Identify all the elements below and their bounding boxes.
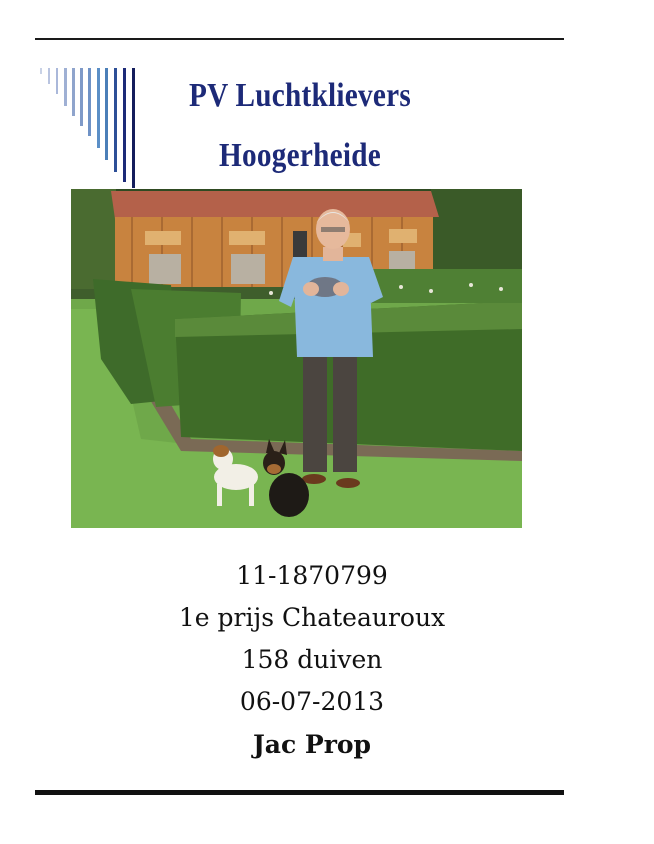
top-rule [35, 38, 564, 40]
club-location: Hoogerheide [218, 137, 382, 174]
photo-man-with-pigeon-and-dogs [71, 189, 522, 528]
ring-number: 11-1870799 [236, 561, 388, 590]
decorative-bars-icon [40, 68, 146, 188]
owner-name: Jac Prop [252, 730, 372, 759]
race-date: 06-07-2013 [239, 687, 385, 716]
club-name: PV Luchtklievers [188, 77, 412, 114]
prize-text: 1e prijs Chateauroux [178, 603, 446, 632]
bird-count: 158 duiven [241, 645, 383, 674]
bottom-rule [35, 790, 564, 795]
